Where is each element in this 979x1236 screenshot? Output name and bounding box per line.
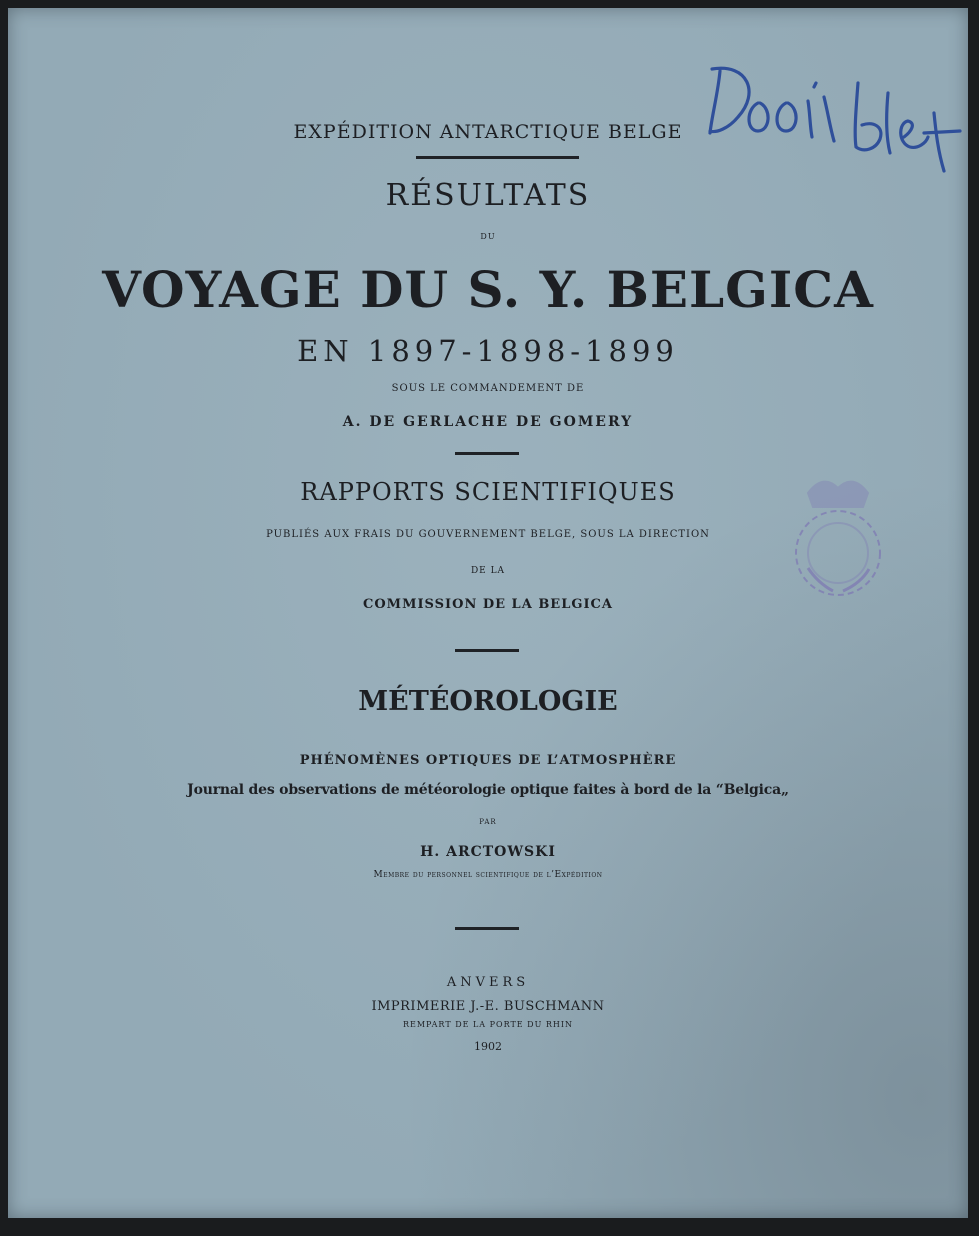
- author-name: H. ARCTOWSKI: [420, 844, 556, 860]
- handwritten-annotation: [698, 53, 968, 183]
- de-la-label: DE LA: [470, 566, 506, 576]
- divider-4: [455, 927, 519, 930]
- library-stamp: [783, 473, 893, 613]
- commander-name: A. DE GERLACHE DE GOMERY: [342, 414, 634, 430]
- divider-2: [455, 452, 519, 455]
- divider-3: [455, 649, 519, 652]
- commandement-label: SOUS LE COMMANDEMENT DE: [391, 383, 585, 394]
- year-line: 1902: [474, 1040, 502, 1053]
- divider-1: [416, 156, 579, 159]
- par-label: PAR: [479, 818, 497, 826]
- journal-line: Journal des observations de météorologie optique faites à bord de la “Belgica„: [187, 782, 789, 798]
- du-label: DU: [480, 232, 496, 241]
- printer-line: IMPRIMERIE J.-E. BUSCHMANN: [371, 999, 605, 1014]
- author-role: Membre du personnel scientifique de l’Expédition: [373, 870, 603, 880]
- publies-line: PUBLIÉS AUX FRAIS DU GOUVERNEMENT BELGE, SOUS LA DIRECTION: [266, 529, 710, 540]
- address-line: REMPART DE LA PORTE DU RHIN: [402, 1020, 574, 1029]
- main-title: VOYAGE DU S. Y. BELGICA: [102, 260, 874, 319]
- years-line: EN 1897-1898-1899: [297, 334, 679, 368]
- expedition-heading: EXPÉDITION ANTARCTIQUE BELGE: [293, 121, 683, 143]
- city-line: ANVERS: [446, 975, 530, 990]
- cover-page: [8, 8, 968, 1218]
- commission-line: COMMISSION DE LA BELGICA: [363, 597, 613, 612]
- subtitle-line: PHÉNOMÈNES OPTIQUES DE L’ATMOSPHÈRE: [299, 753, 677, 768]
- subject-heading: MÉTÉOROLOGIE: [358, 686, 618, 717]
- rapports-heading: RAPPORTS SCIENTIFIQUES: [300, 478, 676, 506]
- resultats-heading: RÉSULTATS: [385, 178, 591, 213]
